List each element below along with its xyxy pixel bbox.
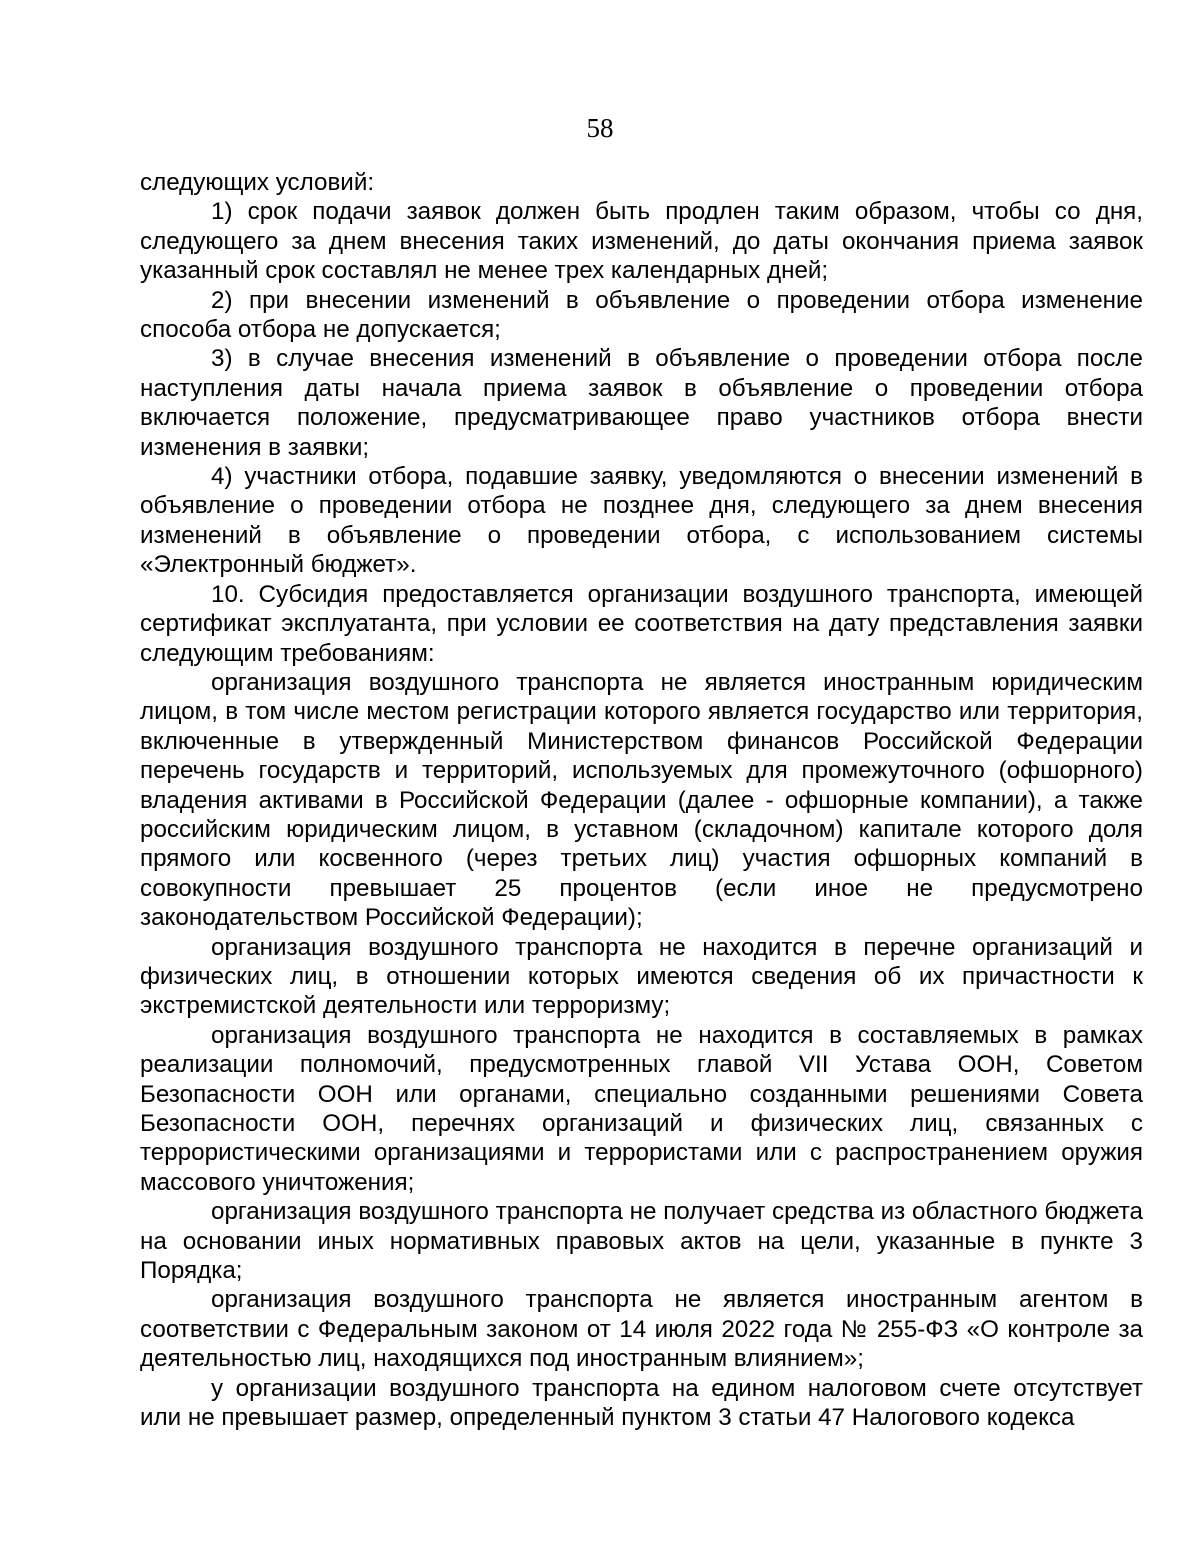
paragraph-conditions-intro: следующих условий:: [140, 169, 375, 196]
requirement-not-foreign-agent: организация воздушного транспорта не является иностранным агентом в соответствии с Федеральным законом от 14 июля 2022 года № 255-ФЗ «О контроле за деятельностью лиц, находящихся под иностранным влиянием»;: [140, 1286, 1143, 1373]
paragraph-item-3: 3) в случае внесения изменений в объявление о проведении отбора после наступления даты начала приема заявок в объявление о проведении отбора включается положение, предусматривающее право участников отбора внести изменения в заявки;: [140, 345, 1143, 461]
requirement-not-foreign-entity: организация воздушного транспорта не является иностранным юридическим лицом, в том числе местом регистрации которого является государство или территория, включенные в утвержденный Министерством финансов Российской Федерации перечень государств и территорий, используемых для промежуточного (офшорного) владения активами в Российской Федерации (далее - офшорные компании), а также российским юридическим лицом, в уставном (складочном) капитале которого доля прямого или косвенного (через третьих лиц) участия офшорных компаний в совокупности превышает 25 процентов (если иное не предусмотрено законодательством Российской Федерации);: [140, 668, 1143, 932]
document-body: [140, 168, 1143, 1432]
paragraph-clause-10: 10. Субсидия предоставляется организации воздушного транспорта, имеющей сертификат эксплуатанта, при условии ее соответствия на дату представления заявки следующим требованиям:: [140, 580, 1143, 667]
requirement-not-extremist-list: организация воздушного транспорта не находится в перечне организаций и физических лиц, в отношении которых имеются сведения об их причастности к экстремистской деятельности или терроризму;: [140, 933, 1143, 1020]
requirement-tax-account: у организации воздушного транспорта на едином налоговом счете отсутствует или не превышает размер, определенный пунктом 3 статьи 47 Налогового кодекса: [140, 1374, 1143, 1432]
paragraph-item-4: 4) участники отбора, подавшие заявку, уведомляются о внесении изменений в объявление о проведении отбора не позднее дня, следующего за днем внесения изменений в объявление о проведении отбора, с использованием системы «Электронный бюджет».: [140, 463, 1143, 579]
paragraph-item-2: 2) при внесении изменений в объявление о проведении отбора изменение способа отбора не допускается;: [140, 286, 1143, 344]
requirement-not-un-sanctions-list: организация воздушного транспорта не находится в составляемых в рамках реализации полномочий, предусмотренных главой VII Устава ООН, Советом Безопасности ООН или органами, специально созданными решениями Совета Безопасности ООН, перечнях организаций и физических лиц, связанных с террористическими организациями и террористами или с распространением оружия массового уничтожения;: [140, 1021, 1143, 1196]
page-number: 58: [586, 113, 614, 143]
requirement-no-other-regional-funds: организация воздушного транспорта не получает средства из областного бюджета на основании иных нормативных правовых актов на цели, указанные в пункте 3 Порядка;: [140, 1198, 1143, 1285]
paragraph-item-1: 1) срок подачи заявок должен быть продлен таким образом, чтобы со дня, следующего за днем внесения таких изменений, до даты окончания приема заявок указанный срок составлял не менее трех календарных дней;: [140, 198, 1143, 285]
